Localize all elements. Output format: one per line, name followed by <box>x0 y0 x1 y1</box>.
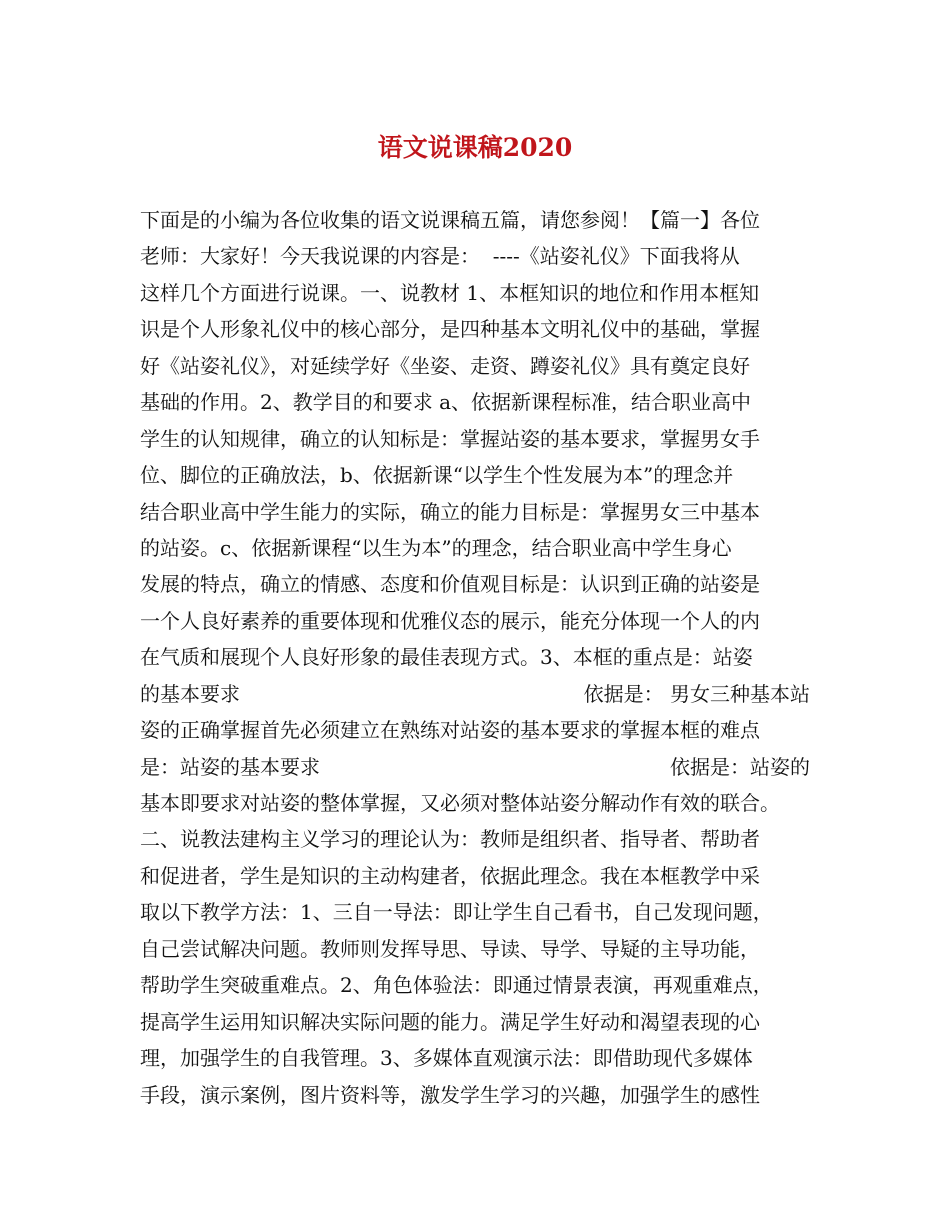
body-line: 老师：大家好！今天我说课的内容是： ----《站姿礼仪》下面我将从 <box>140 244 740 269</box>
document-body <box>140 202 830 1113</box>
body-line-split <box>140 676 810 712</box>
body-line: 的站姿。c、依据新课程“以生为本”的理念，结合职业高中学生身心 <box>140 535 732 560</box>
body-line: 一个人良好素养的重要体现和优雅仪态的展示，能充分体现一个人的内 <box>140 608 760 633</box>
body-line: 下面是的小编为各位收集的语文说课稿五篇，请您参阅！【篇一】各位 <box>140 208 760 232</box>
body-line: 手段，演示案例，图片资料等，激发学生学习的兴趣，加强学生的感性 <box>140 1082 760 1107</box>
body-line: 这样几个方面进行说课。一、说教材 1、本框知识的地位和作用本框知 <box>140 280 760 305</box>
body-line-split-left: 是：站姿的基本要求 <box>140 754 320 779</box>
body-line: 位、脚位的正确放法，b、依据新课“以学生个性发展为本”的理念并 <box>140 463 734 488</box>
body-line: 识是个人形象礼仪中的核心部分，是四种基本文明礼仪中的基础，掌握 <box>140 317 760 342</box>
body-line: 自己尝试解决问题。教师则发挥导思、导读、导学、导疑的主导功能， <box>140 936 760 961</box>
body-line: 帮助学生突破重难点。2、角色体验法：即通过情景表演，再观重难点， <box>140 973 773 998</box>
body-line: 基础的作用。2、教学目的和要求 a、依据新课程标准，结合职业高中 <box>140 390 752 415</box>
body-line: 二、说教法建构主义学习的理论认为：教师是组织者、指导者、帮助者 <box>140 827 760 852</box>
body-line: 理，加强学生的自我管理。3、多媒体直观演示法：即借助现代多媒体 <box>140 1046 753 1071</box>
body-line: 基本即要求对站姿的整体掌握，又必须对整体站姿分解动作有效的联合。 <box>140 791 780 815</box>
body-line-split-right: 依据是： 男女三种基本站 <box>583 681 810 706</box>
body-line-split <box>140 749 810 785</box>
body-line: 和促进者，学生是知识的主动构建者，依据此理念。我在本框教学中采 <box>140 863 760 888</box>
body-line: 好《站姿礼仪》，对延续学好《坐姿、走资、蹲姿礼仪》具有奠定良好 <box>140 353 750 378</box>
body-line: 姿的正确掌握首先必须建立在熟练对站姿的基本要求的掌握本框的难点 <box>140 718 760 743</box>
body-line-split-right: 依据是：站姿的 <box>670 754 810 779</box>
body-line: 在气质和展现个人良好形象的最佳表现方式。3、本框的重点是：站姿 <box>140 645 753 670</box>
body-line: 学生的认知规律，确立的认知标是：掌握站姿的基本要求，掌握男女手 <box>140 426 760 451</box>
body-line: 发展的特点，确立的情感、态度和价值观目标是：认识到正确的站姿是 <box>140 572 760 597</box>
body-line: 取以下教学方法：1、三自一导法：即让学生自己看书，自己发现问题， <box>140 900 773 925</box>
body-line-split-left: 的基本要求 <box>140 681 240 706</box>
body-line: 结合职业高中学生能力的实际，确立的能力目标是：掌握男女三中基本 <box>140 499 760 524</box>
document-title: 语文说课稿2020 <box>377 133 573 162</box>
body-line: 提高学生运用知识解决实际问题的能力。满足学生好动和渴望表现的心 <box>140 1009 760 1034</box>
